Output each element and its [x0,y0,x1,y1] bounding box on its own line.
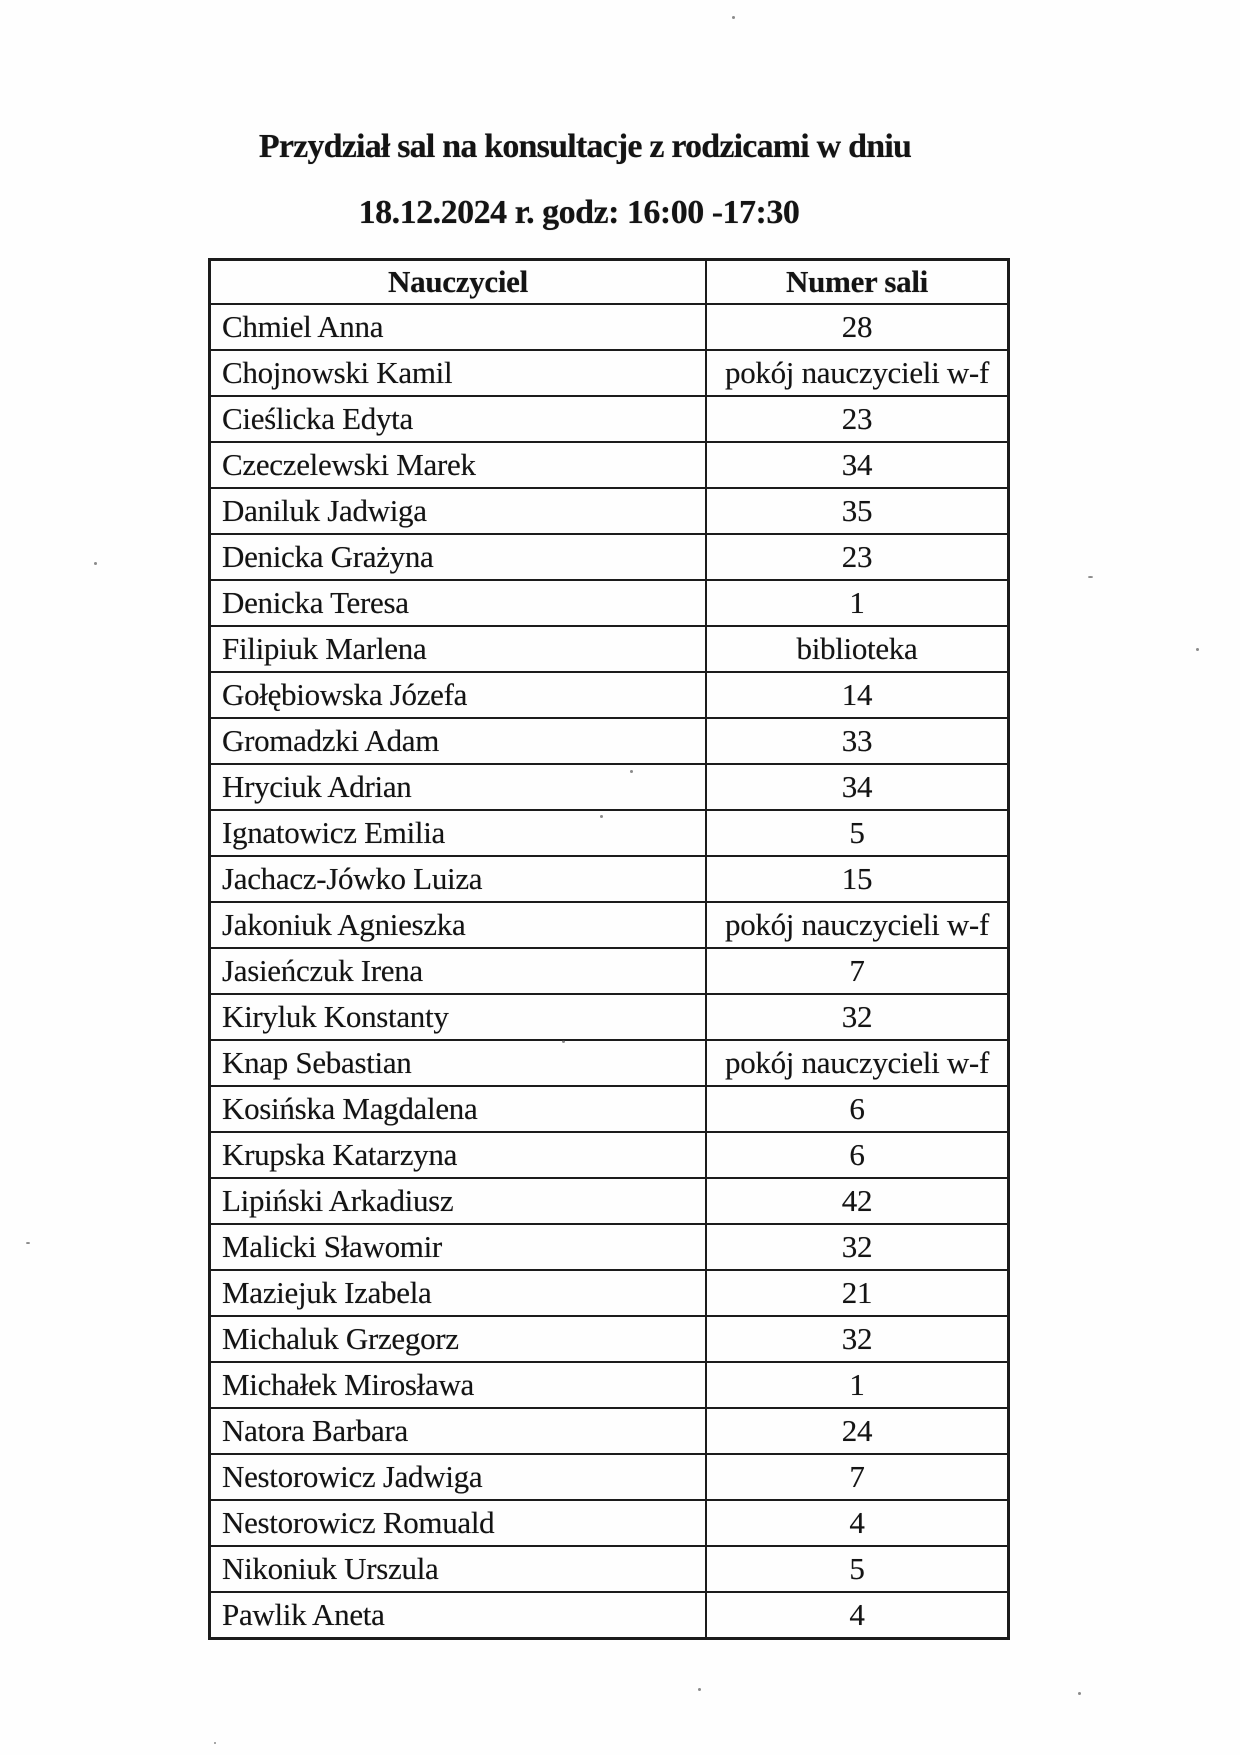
room-number-cell: 15 [706,856,1009,902]
teacher-name-cell: Krupska Katarzyna [210,1132,707,1178]
room-number-cell: 4 [706,1592,1009,1639]
table-row [210,1178,1009,1224]
table-header [210,260,1009,305]
table-header-row [210,260,1009,305]
teacher-name-cell: Gromadzki Adam [210,718,707,764]
table-row [210,718,1009,764]
title-line-1: Przydział sal na konsultacje z rodzicami w dniu [258,128,912,165]
room-assignment-table [208,258,1010,1640]
room-number-cell: 6 [706,1086,1009,1132]
table-row [210,1224,1009,1270]
table-row [210,442,1009,488]
table-row [210,1454,1009,1500]
table-row [210,1408,1009,1454]
teacher-name-cell: Michałek Mirosława [210,1362,707,1408]
room-number-cell: biblioteka [706,626,1009,672]
room-number-cell: 1 [706,1362,1009,1408]
room-number-cell: 21 [706,1270,1009,1316]
table-row [210,350,1009,396]
table-row [210,856,1009,902]
table-row [210,1086,1009,1132]
teacher-name-cell: Lipiński Arkadiusz [210,1178,707,1224]
teacher-name-cell: Daniluk Jadwiga [210,488,707,534]
table-body [210,304,1009,1639]
room-number-cell: 32 [706,1224,1009,1270]
teacher-name-cell: Kiryluk Konstanty [210,994,707,1040]
room-number-cell: 24 [706,1408,1009,1454]
room-number-cell: 6 [706,1132,1009,1178]
scan-speck [1088,576,1093,578]
teacher-name-cell: Denicka Teresa [210,580,707,626]
table-row [210,810,1009,856]
room-number-cell: 35 [706,488,1009,534]
table-row [210,1362,1009,1408]
room-number-cell: 1 [706,580,1009,626]
teacher-name-cell: Chmiel Anna [210,304,707,350]
table-row [210,1270,1009,1316]
teacher-name-cell: Filipiuk Marlena [210,626,707,672]
table-row [210,488,1009,534]
table-row [210,396,1009,442]
teacher-name-cell: Hryciuk Adrian [210,764,707,810]
room-number-cell: pokój nauczycieli w-f [706,350,1009,396]
room-number-cell: 23 [706,534,1009,580]
scan-speck [214,1742,216,1744]
teacher-name-cell: Natora Barbara [210,1408,707,1454]
room-number-cell: 7 [706,1454,1009,1500]
table-row [210,672,1009,718]
room-number-cell: 32 [706,994,1009,1040]
teacher-name-cell: Nestorowicz Romuald [210,1500,707,1546]
column-header-teacher: Nauczyciel [210,260,707,305]
table-row [210,994,1009,1040]
room-number-cell: pokój nauczycieli w-f [706,1040,1009,1086]
teacher-name-cell: Cieślicka Edyta [210,396,707,442]
table-row [210,580,1009,626]
teacher-name-cell: Jakoniuk Agnieszka [210,902,707,948]
teacher-name-cell: Malicki Sławomir [210,1224,707,1270]
table-row [210,948,1009,994]
room-number-cell: 42 [706,1178,1009,1224]
room-number-cell: 32 [706,1316,1009,1362]
room-number-cell: 14 [706,672,1009,718]
teacher-name-cell: Nestorowicz Jadwiga [210,1454,707,1500]
scan-speck [94,562,97,565]
teacher-name-cell: Knap Sebastian [210,1040,707,1086]
room-number-cell: 34 [706,442,1009,488]
room-number-cell: 7 [706,948,1009,994]
scan-speck [630,770,633,773]
scan-speck [1196,648,1199,651]
scan-speck [1078,1692,1081,1695]
table-row [210,626,1009,672]
scan-speck [562,1040,565,1043]
table-row [210,902,1009,948]
room-number-cell: 4 [706,1500,1009,1546]
table-row [210,1500,1009,1546]
title-line-2: 18.12.2024 r. godz: 16:00 -17:30 [358,194,800,231]
column-header-room: Numer sali [706,260,1009,305]
document-title-block [85,126,1085,234]
teacher-name-cell: Michaluk Grzegorz [210,1316,707,1362]
table-row [210,1040,1009,1086]
teacher-name-cell: Pawlik Aneta [210,1592,707,1639]
table-row [210,1592,1009,1639]
table-row [210,304,1009,350]
scan-speck [26,1242,30,1244]
room-number-cell: 5 [706,810,1009,856]
teacher-name-cell: Maziejuk Izabela [210,1270,707,1316]
teacher-name-cell: Kosińska Magdalena [210,1086,707,1132]
scan-speck [600,815,603,818]
teacher-name-cell: Denicka Grażyna [210,534,707,580]
scan-speck [698,1688,701,1691]
scan-speck [732,16,735,19]
teacher-name-cell: Jachacz-Jówko Luiza [210,856,707,902]
table-row [210,1546,1009,1592]
room-number-cell: 23 [706,396,1009,442]
table-row [210,534,1009,580]
table-row [210,1132,1009,1178]
teacher-name-cell: Jasieńczuk Irena [210,948,707,994]
teacher-name-cell: Ignatowicz Emilia [210,810,707,856]
table-row [210,1316,1009,1362]
room-number-cell: 5 [706,1546,1009,1592]
room-number-cell: 33 [706,718,1009,764]
room-number-cell: pokój nauczycieli w-f [706,902,1009,948]
teacher-name-cell: Nikoniuk Urszula [210,1546,707,1592]
room-number-cell: 28 [706,304,1009,350]
teacher-name-cell: Czeczelewski Marek [210,442,707,488]
teacher-name-cell: Gołębiowska Józefa [210,672,707,718]
teacher-name-cell: Chojnowski Kamil [210,350,707,396]
room-number-cell: 34 [706,764,1009,810]
table-row [210,764,1009,810]
